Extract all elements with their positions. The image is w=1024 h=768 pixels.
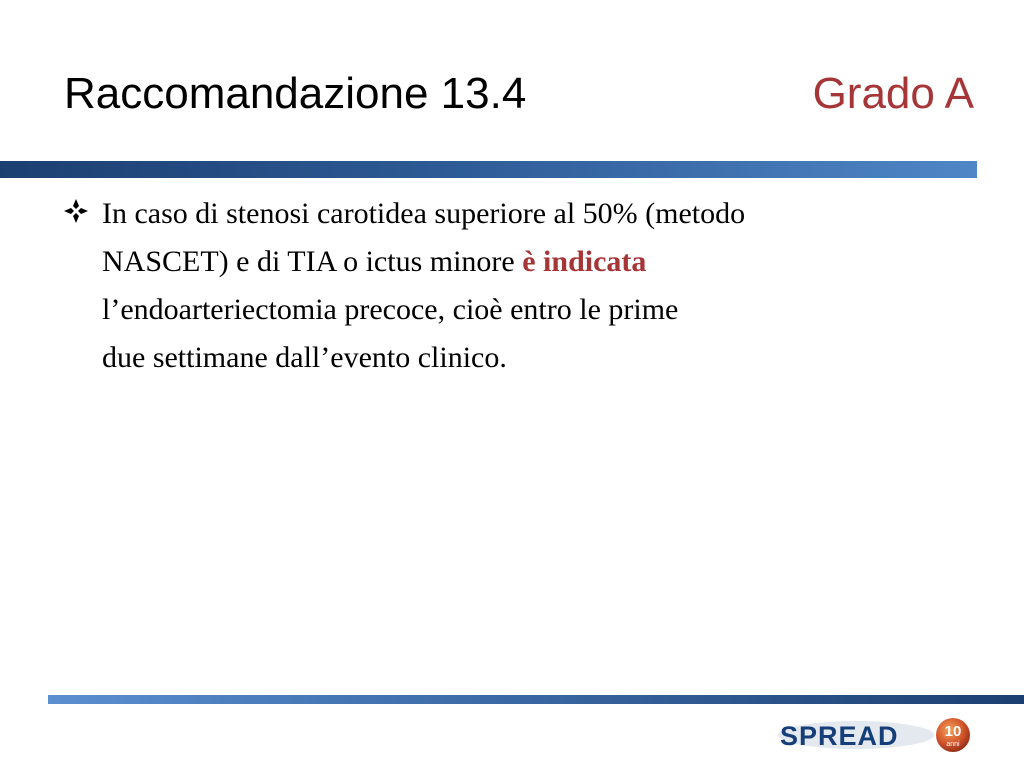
spread-10-anni-logo xyxy=(776,715,976,755)
logo-badge-number: 10 xyxy=(944,723,962,740)
body-line-4: due settimane dall’evento clinico. xyxy=(102,341,507,374)
body-line-2 xyxy=(102,238,962,286)
body-line-3: l’endoarteriectomia precoce, cioè entro le prime xyxy=(102,293,679,326)
bullet-item xyxy=(62,190,962,382)
bottom-divider-bar xyxy=(48,695,1024,704)
slide-title: Raccomandazione 13.4 xyxy=(64,69,527,118)
bullet-text xyxy=(102,190,962,382)
top-divider-bar xyxy=(0,161,977,178)
body-line-2-text: NASCET) e di TIA o ictus minore xyxy=(102,245,523,278)
logo-wordmark: SPREAD xyxy=(780,721,899,751)
body-line-1: In caso di stenosi carotidea superiore al 50% (metodo xyxy=(102,197,746,230)
grade-label: Grado A xyxy=(812,69,974,118)
four-petal-diamond-icon xyxy=(62,197,90,225)
emphasis-text: è indicata xyxy=(522,245,647,278)
logo-badge-text: anni xyxy=(946,741,960,748)
